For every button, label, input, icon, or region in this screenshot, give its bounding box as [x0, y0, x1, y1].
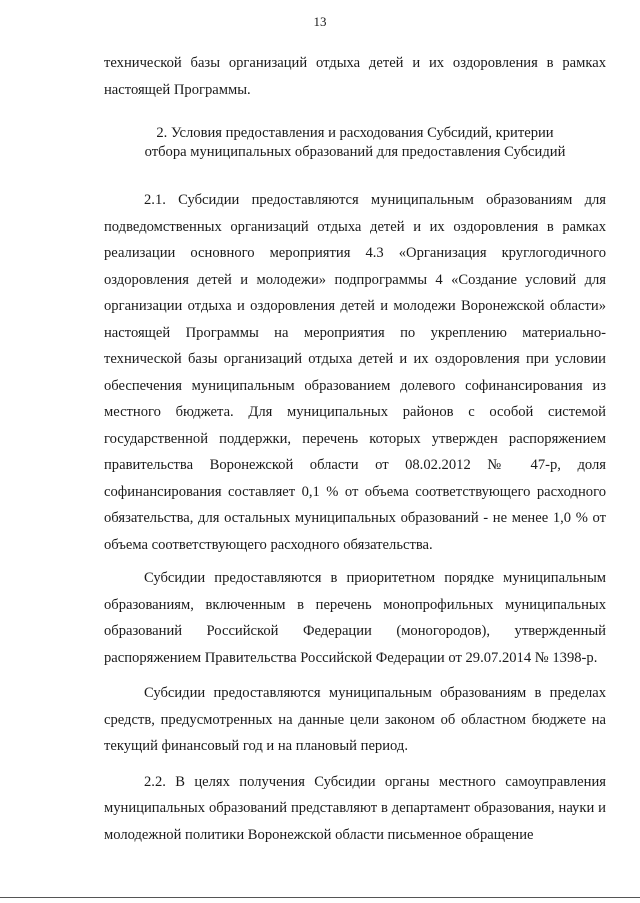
paragraph-funding-limits: Субсидии предоставляются муниципальным образованиям в пределах средств, предусмотренных на данные цели законом об областном бюджете на текущий финансовый год и на плановый период. [104, 685, 606, 754]
footer-rule [0, 897, 640, 898]
section-heading-line-1: 2. Условия предоставления и расходования Субсидий, критерии [156, 125, 554, 141]
page-number: 13 [313, 14, 327, 29]
paragraph-2-1: 2.1. Субсидии предоставляются муниципальным образованиям для подведомственных организаций отдыха детей и их оздоровления в рамках реализации основного мероприятия 4.3 «Организация круглогодичного оздоровления детей и молодежи» подпрограммы 4 «Создание условий для организации отдыха и оздоровления детей и молодежи Воронежской области» настоящей Программы на мероприятия по укреплению материально-технической базы организаций отдыха детей и их оздоровления при условии обеспечения муниципальным образованием долевого софинансирования из местного бюджета. Для муниципальных районов с особой системой государственной поддержки, перечень которых утвержден распоряжением правительства Воронежской области от 08.02.2012 № 47-р, доля софинансирования составляет 0,1 % от объема соответствующего расходного обязательства, для остальных муниципальных образований - не менее 1,0 % от объема соответствующего расходного обязательства. [104, 192, 606, 553]
paragraph-priority: Субсидии предоставляются в приоритетном порядке муниципальным образованиям, включенным в перечень монопрофильных муниципальных образований Российской Федерации (моногородов), утвержденный распоряжением Правительства Российской Федерации от 29.07.2014 № 1398-р. [104, 570, 606, 666]
section-heading [104, 124, 606, 162]
continuation-paragraph: технической базы организаций отдыха детей и их оздоровления в рамках настоящей Программы. [104, 55, 606, 98]
document-body [104, 50, 606, 848]
paragraph-2-2: 2.2. В целях получения Субсидии органы местного самоуправления муниципальных образований представляют в департамент образования, науки и молодежной политики Воронежской области письменное обращение [104, 773, 606, 843]
section-heading-line-2: отбора муниципальных образований для предоставления Субсидий [144, 144, 566, 160]
